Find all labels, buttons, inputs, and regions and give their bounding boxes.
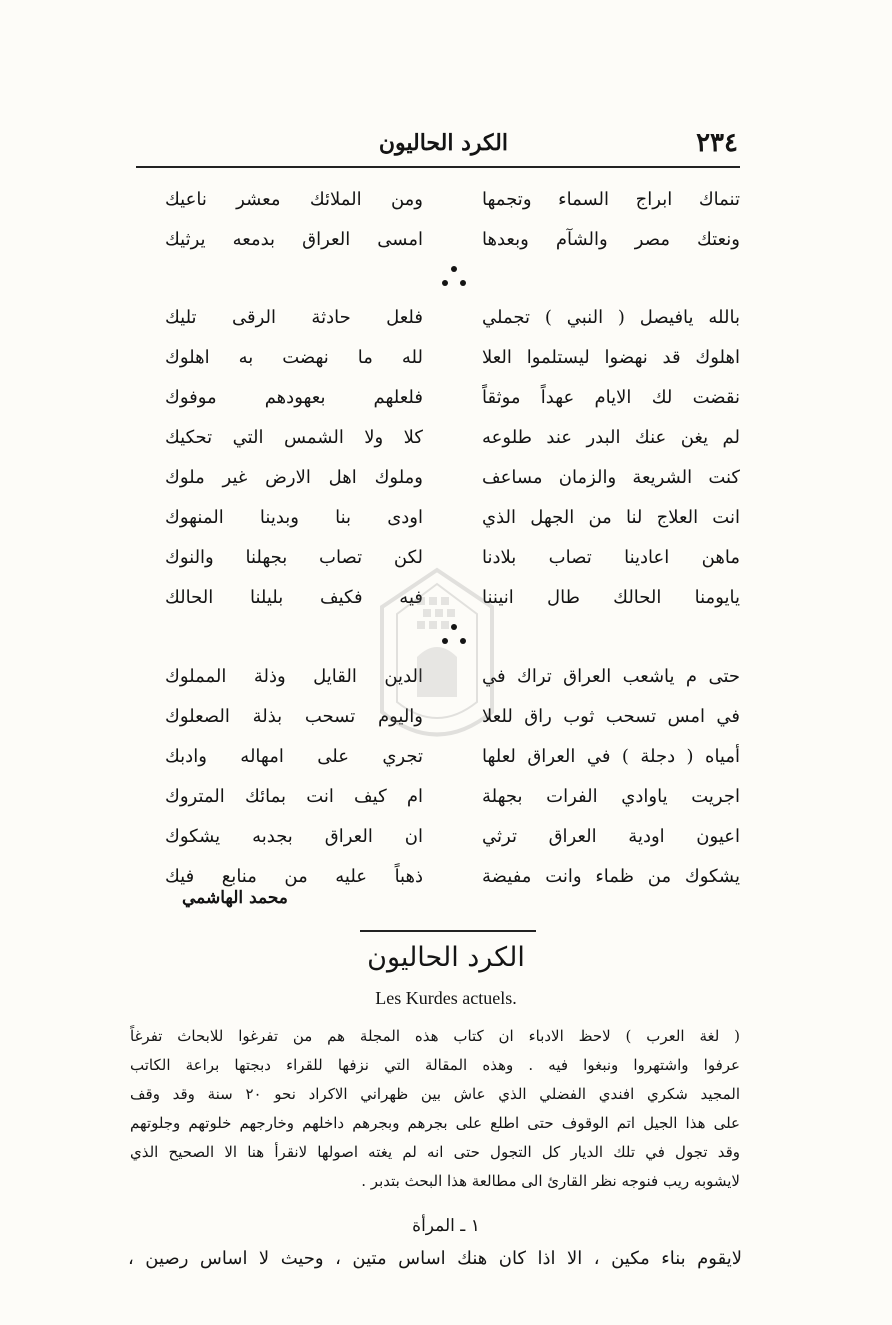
poem-verse [165, 418, 740, 458]
article-french-title: Les Kurdes actuels. [375, 988, 517, 1008]
verse-first-hemistich: لم يغن عنك البدر عند طلوعه [482, 427, 740, 448]
article-intro [130, 1022, 740, 1196]
verse-first-hemistich: كنت الشريعة والزمان مساعف [482, 467, 740, 488]
running-header [138, 128, 738, 162]
verse-second-hemistich: ومن الملائك معشر ناعيك [165, 189, 423, 210]
page-number: ٢٣٤ [696, 128, 738, 158]
verse-first-hemistich: انت العلاج لنا من الجهل الذي [482, 507, 740, 528]
running-title: الكرد الحاليون [378, 130, 508, 156]
verse-second-hemistich: ام كيف انت بمائك المتروك [165, 786, 423, 807]
verse-first-hemistich: في امس تسحب ثوب راق للعلا [482, 706, 740, 727]
intro-line: على هذا الجيل اتم الوقوف حتى اطلع على بجرهم وبجرهم داخلهم وخارجهم خلوتهم وجلوتهم [130, 1114, 740, 1132]
verse-second-hemistich: لكن تصاب بجهلنا والنوك [165, 547, 423, 568]
verse-second-hemistich: وملوك اهل الارض غير ملوك [165, 467, 423, 488]
poem-stanza-1 [165, 180, 740, 260]
verse-second-hemistich: لله ما نهضت به اهلوك [165, 347, 423, 368]
verse-first-hemistich: ونعتك مصر والشآم وبعدها [482, 229, 740, 250]
verse-second-hemistich: ذهباً عليه من منابع فيك [165, 866, 423, 887]
body-text-line: لايقوم بناء مكين ، الا اذا كان هنك اساس متين ، وحيث لا اساس رصين ، [128, 1248, 742, 1269]
verse-first-hemistich: يايومنا الحالك طال انيننا [482, 587, 740, 608]
verse-second-hemistich: فلعلهم بعهودهم موفوك [165, 387, 423, 408]
verse-first-hemistich: حتى م ياشعب العراق تراك في [482, 666, 740, 687]
intro-line: وقد تجول في تلك الديار كل التجول حتى انه لم يغته اصولها لانقرأ هنا الا الصحيح الذي [130, 1143, 740, 1161]
intro-line: عرفوا واشتهروا ونبغوا فيه . وهذه المقالة التي نزفها للقراء دبجتها براعة الكاتب [130, 1056, 740, 1074]
verse-first-hemistich: اجريت ياوادي الفرات بجهلة [482, 786, 740, 807]
verse-second-hemistich: واليوم تسحب بذلة الصعلوك [165, 706, 423, 727]
poem-verse [165, 378, 740, 418]
verse-first-hemistich: اهلوك قد نهضوا ليستلموا العلا [482, 347, 740, 368]
verse-first-hemistich: نقضت لك الايام عهداً موثقاً [482, 387, 740, 408]
poem-verse [165, 817, 740, 857]
poem-verse [165, 220, 740, 260]
intro-line: المجيد شكري افندي الفضلي الذي عاش بين ظهراني الاكراد نحو ٢٠ سنة وقد وقف [130, 1085, 740, 1103]
stanza-separator-icon [440, 266, 470, 296]
verse-first-hemistich: اعيون اودية العراق ترثي [482, 826, 740, 847]
header-rule [136, 166, 740, 168]
poem-verse [165, 498, 740, 538]
verse-first-hemistich: ماهن اعادينا تصاب بلادنا [482, 547, 740, 568]
section-subheading: ١ ـ المرأة [412, 1216, 480, 1236]
poem-signature: محمد الهاشمي [182, 888, 288, 908]
verse-second-hemistich: امسى العراق بدمعه يرثيك [165, 229, 423, 250]
poem-verse [165, 777, 740, 817]
verse-second-hemistich: فلعل حادثة الرقى تليك [165, 307, 423, 328]
intro-line: لايشوبه ريب فنوجه نظر القارئ الى مطالعة هذا البحث بتدبر . [361, 1172, 740, 1190]
verse-second-hemistich: اودى بنا وبدينا المنهوك [165, 507, 423, 528]
article-title: الكرد الحاليون [367, 942, 525, 973]
verse-second-hemistich: الدين القايل وذلة المملوك [165, 666, 423, 687]
intro-line: ( لغة العرب ) لاحظ الادباء ان كتاب هذه المجلة هم من تفرغوا للابحاث تفرغاً [130, 1027, 740, 1045]
verse-first-hemistich: بالله يافيصل ( النبي ) تجملي [482, 307, 740, 328]
section-rule [360, 930, 536, 932]
verse-second-hemistich: تجري على امهاله وادبك [165, 746, 423, 767]
verse-second-hemistich: ان العراق بجدبه يشكوك [165, 826, 423, 847]
poem-verse [165, 338, 740, 378]
verse-first-hemistich: تنماك ابراج السماء وتجمها [482, 189, 740, 210]
verse-second-hemistich: فيه فكيف بليلنا الحالك [165, 587, 423, 608]
poem-verse [165, 298, 740, 338]
verse-first-hemistich: أمياه ( دجلة ) في العراق لعلها [482, 746, 740, 767]
verse-second-hemistich: كلا ولا الشمس التي تحكيك [165, 427, 423, 448]
verse-first-hemistich: يشكوك من ظماء وانت مفيضة [482, 866, 740, 887]
poem-verse [165, 180, 740, 220]
library-seal-watermark-icon [362, 562, 512, 762]
poem-verse [165, 458, 740, 498]
